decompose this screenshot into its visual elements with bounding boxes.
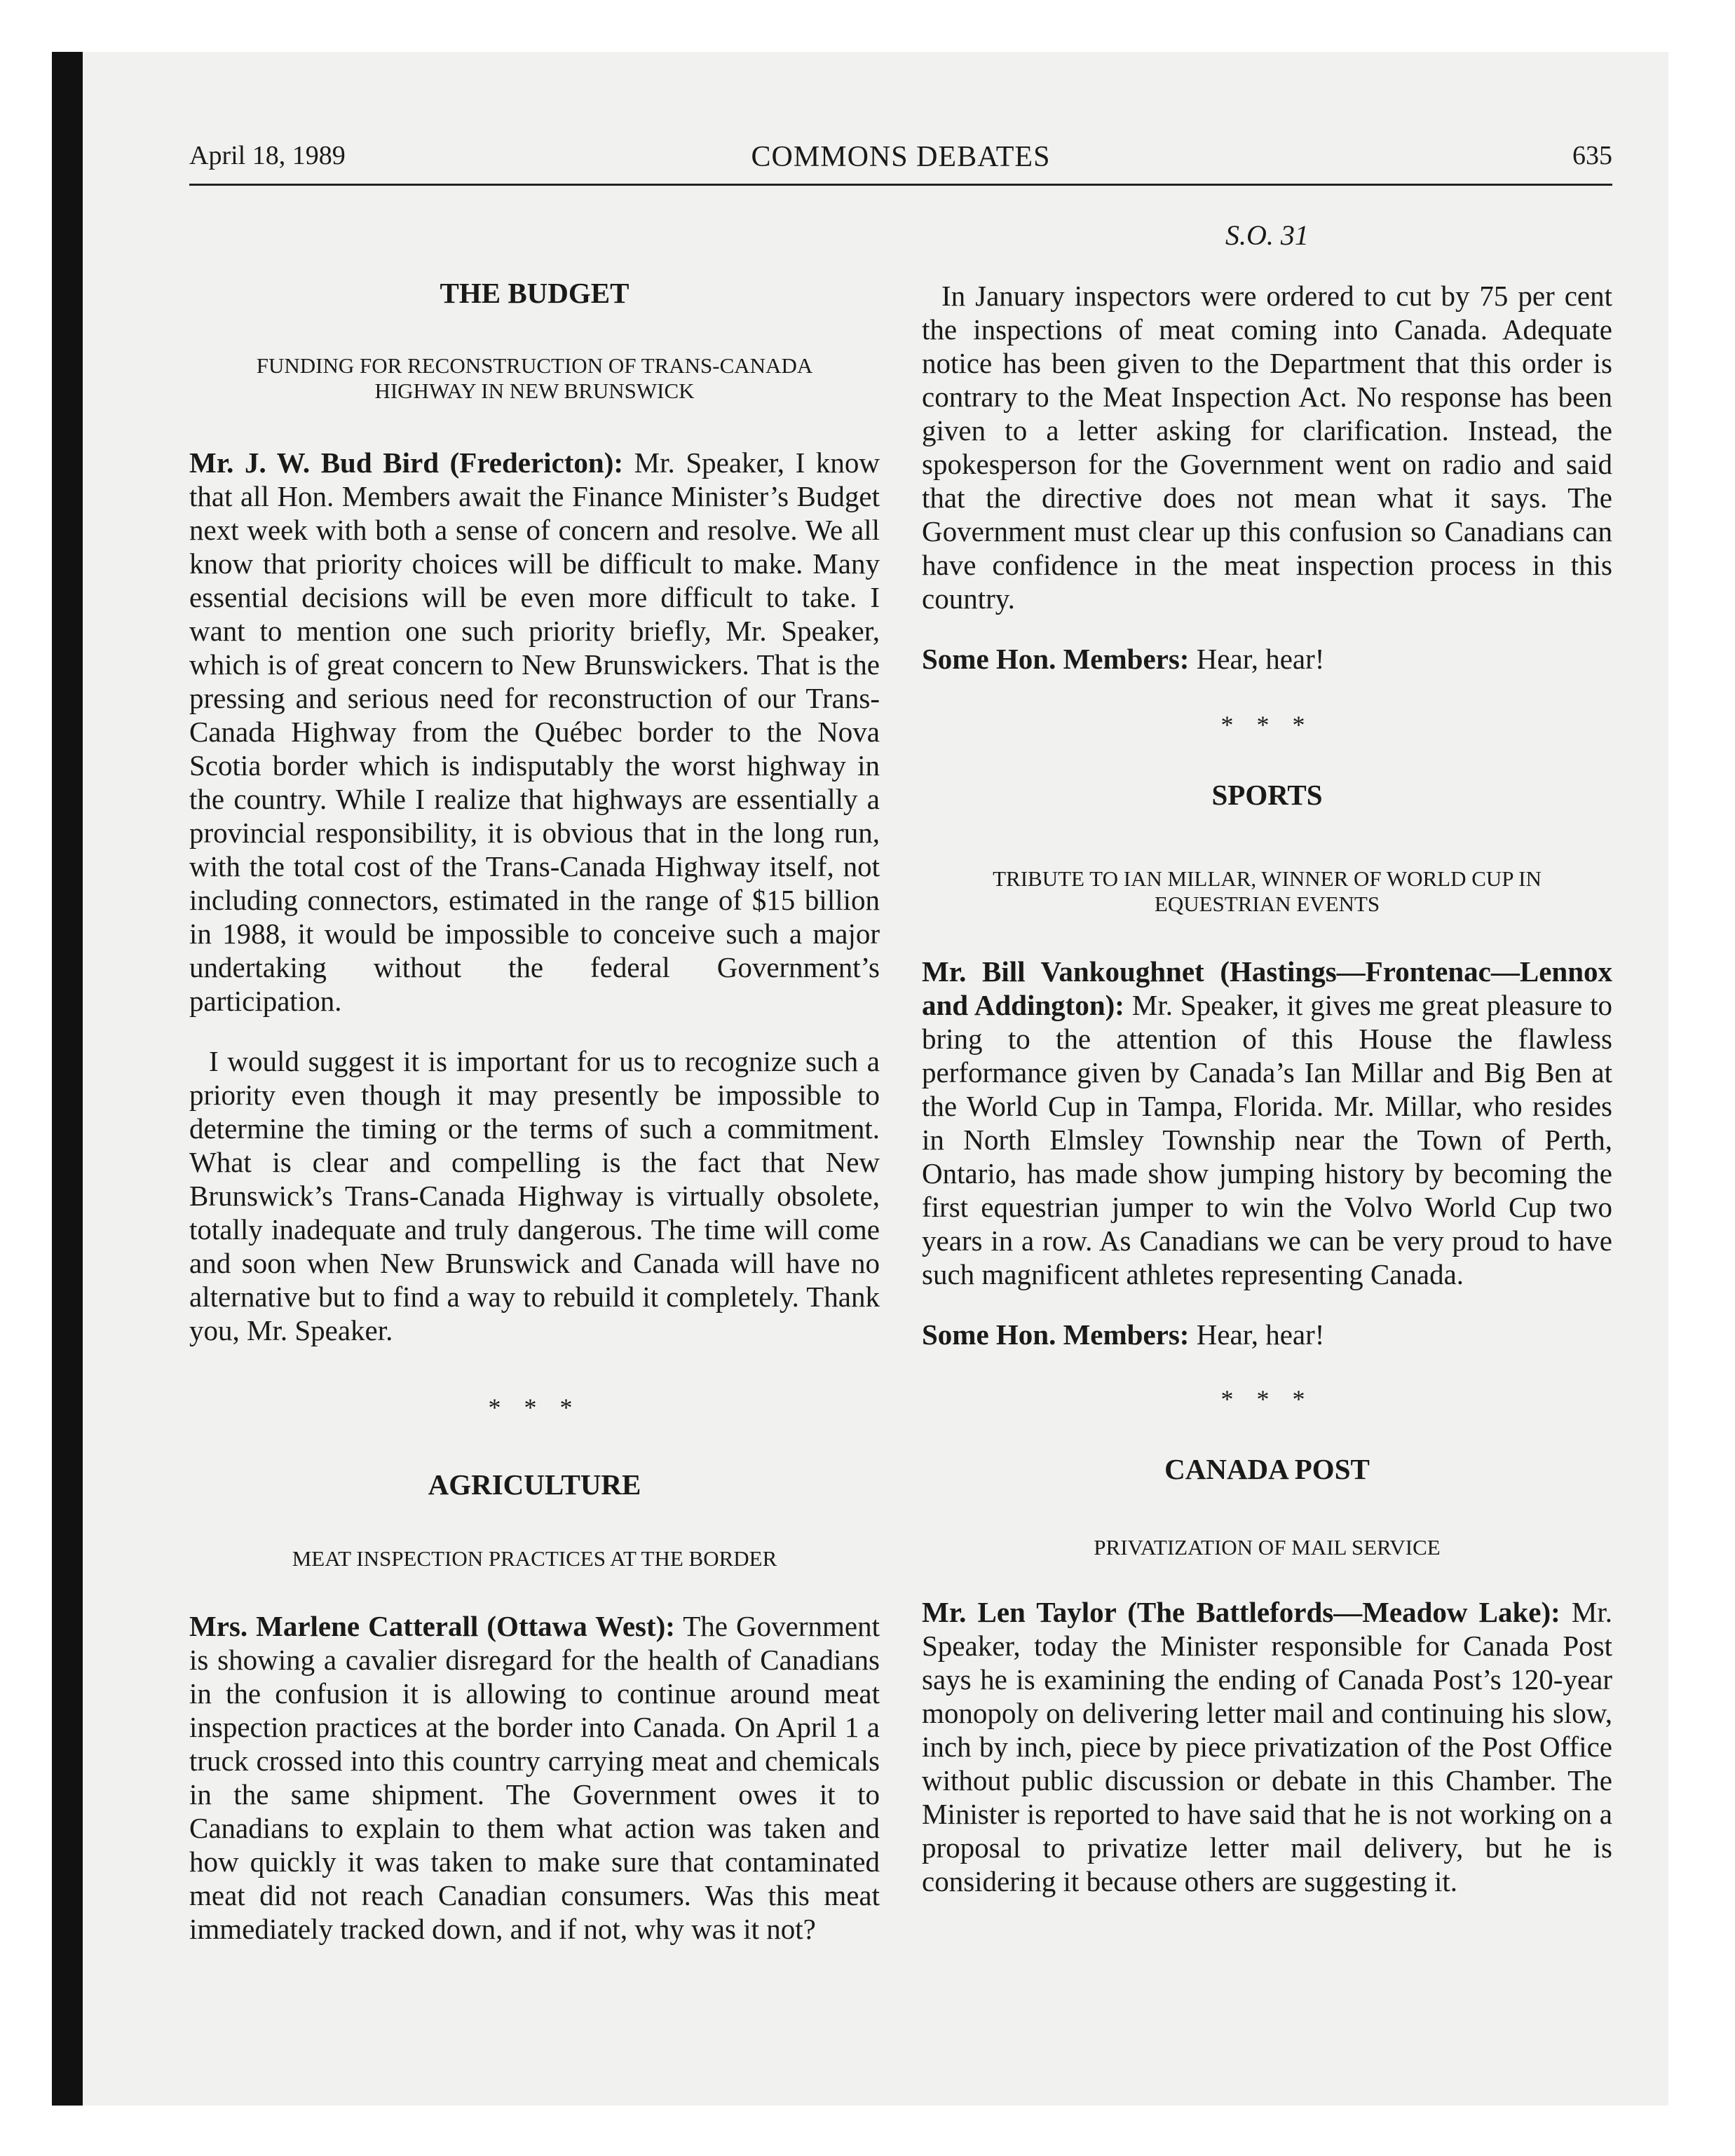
sports-paragraph-1 (922, 955, 1612, 1291)
speaker-name: Mr. Bill Vankoughnet (Hastings—Frontenac—Lennox and Addington): (922, 955, 1612, 1021)
section-subheading-canada-post: PRIVATIZATION OF MAIL SERVICE (1094, 1535, 1441, 1560)
section-heading-agriculture: AGRICULTURE (428, 1468, 641, 1501)
header-rule (189, 184, 1612, 186)
speech-text: Mr. Speaker, it gives me great pleasure to bring to the attention of this House the flawless performance given by Canada’s Ian Millar and Big Ben at the World Cup in Tampa, Florida. Mr. Millar, who resides in North Elmsley Township near the Town of Perth, Ontario, has made show jumping history by becoming the first equestrian jumper to win the Volvo World Cup two years in a row. As Canadians we can be very proud to have such magnificent athletes representing Canada. (922, 989, 1613, 1290)
section-heading-canada-post: CANADA POST (1164, 1453, 1370, 1485)
left-column (189, 266, 880, 1946)
page-header (189, 140, 1612, 182)
binding-edge (52, 52, 83, 2106)
section-heading-budget: THE BUDGET (440, 277, 630, 309)
right-column (922, 266, 1612, 1898)
response-speaker: Some Hon. Members: (922, 1318, 1190, 1351)
section-subheading-sports: TRIBUTE TO IAN MILLAR, WINNER OF WORLD CUP IN EQUESTRIAN EVENTS (993, 866, 1542, 916)
sports-response (922, 1318, 1612, 1351)
speaker-name: Mr. Len Taylor (The Battlefords—Meadow Lake): (922, 1596, 1560, 1628)
speech-text: The Government is showing a cavalier disregard for the health of Canadians in the confusion it is allowing to continue around meat inspection practices at the border into Canada. On April 1 a truck crossed into this country carrying meat and chemicals in the same shipment. The Government owes it to Canadians to explain to them what action was taken and how quickly it was taken to make sure that contaminated meat did not reach Canadian consumers. Was this meat immediately tracked down, and if not, why was it not? (189, 1610, 880, 1945)
speaker-name: Mr. J. W. Bud Bird (Fredericton): (189, 446, 624, 479)
response-text: Hear, hear! (1196, 643, 1325, 675)
section-subheading-budget: FUNDING FOR RECONSTRUCTION OF TRANS-CANADA HIGHWAY IN NEW BRUNSWICK (256, 353, 813, 403)
section-heading-sports: SPORTS (1211, 779, 1323, 811)
speaker-name: Mrs. Marlene Catterall (Ottawa West): (189, 1610, 675, 1642)
agriculture-response (922, 642, 1612, 676)
page-number: 635 (1572, 141, 1612, 170)
section-separator: * * * (1220, 1385, 1314, 1413)
budget-paragraph-2: I would suggest it is important for us to recognize such a priority even though it may presently be impossible to determine the timing or the terms of such a commitment. What is clear and compelling is the fact that New Brunswick’s Trans-Canada Highway is virtually obsolete, totally inadequate and truly dangerous. The time will come and soon when New Brunswick and Canada will have no alternative but to find a way to rebuild it completely. Thank you, Mr. Speaker. (189, 1045, 880, 1346)
header-date: April 18, 1989 (189, 141, 346, 170)
section-separator: * * * (1220, 711, 1314, 739)
standing-order-label: S.O. 31 (1225, 219, 1309, 251)
speech-text: Mr. Speaker, I know that all Hon. Members await the Finance Minister’s Budget next week with both a sense of concern and resolve. We all know that priority choices will be difficult to make. Many essential decisions will be even more difficult to take. I want to mention one such priority briefly, Mr. Speaker, which is of great concern to New Brunswickers. That is the pressing and serious need for reconstruction of our Trans-Canada Highway from the Québec border to the Nova Scotia border which is indisputably the worst highway in the country. While I realize that highways are essentially a provincial responsibility, it is obvious that in the long run, with the total cost of the Trans-Canada Highway itself, not including connectors, estimated in the range of $15 billion in 1988, it would be impossible to conceive such a major undertaking without the federal Government’s participation. (189, 446, 880, 1017)
section-separator: * * * (488, 1393, 581, 1421)
canada-post-paragraph-1 (922, 1595, 1612, 1898)
response-speaker: Some Hon. Members: (922, 643, 1190, 675)
budget-paragraph-1 (189, 446, 880, 1018)
agriculture-paragraph-1 (189, 1609, 880, 1946)
response-text: Hear, hear! (1196, 1318, 1325, 1351)
header-title: COMMONS DEBATES (751, 141, 1051, 173)
agriculture-paragraph-2: In January inspectors were ordered to cut by 75 per cent the inspections of meat coming into Canada. Adequate notice has been given to the Department that this order is contrary to the Meat Inspection Act. No response has been given to a letter asking for clarification. Instead, the spokesperson for the Government went on radio and said that the directive does not mean what it says. The Government must clear up this confusion so Canadians can have confidence in the meat inspection process in this country. (922, 280, 1612, 615)
speech-text: Mr. Speaker, today the Minister responsible for Canada Post says he is examining the ending of Canada Post’s 120-year monopoly on delivering letter mail and continuing his slow, inch by inch, piece by piece privatization of the Post Office without public discussion or debate in this Chamber. The Minister is reported to have said that he is not working on a proposal to privatize letter mail delivery, but he is considering it because others are suggesting it. (922, 1596, 1612, 1897)
section-subheading-agriculture: MEAT INSPECTION PRACTICES AT THE BORDER (292, 1546, 777, 1571)
